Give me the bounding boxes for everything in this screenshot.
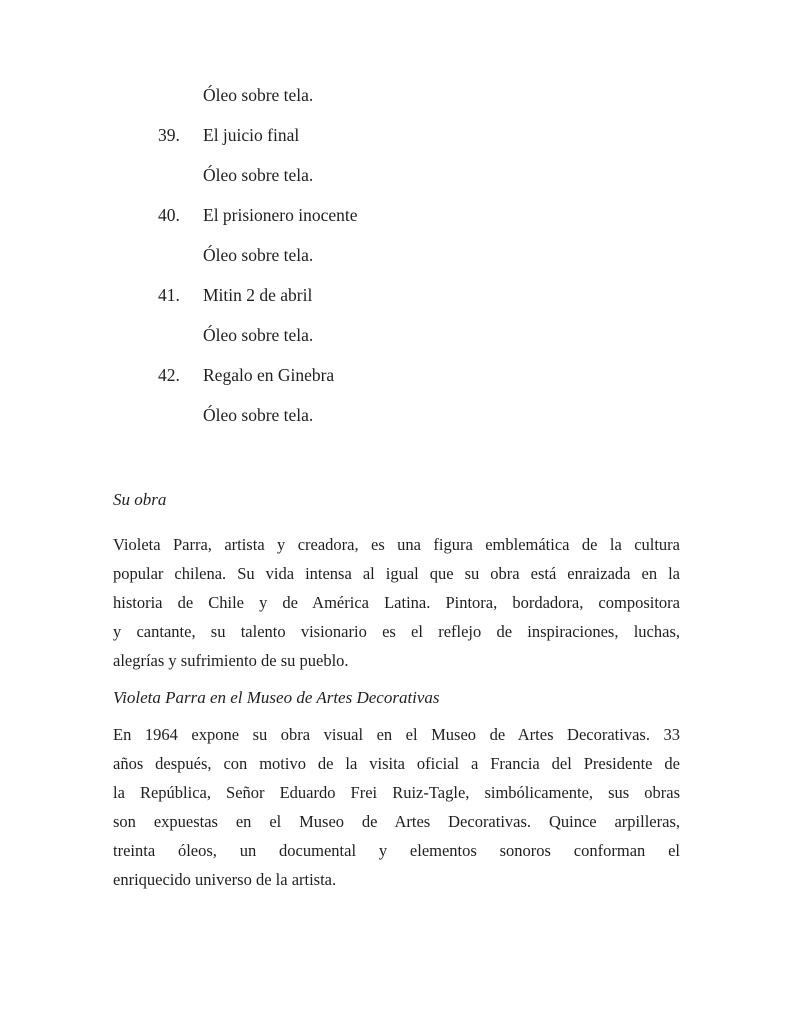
- artwork-title: Regalo en Ginebra: [203, 365, 335, 385]
- artwork-number: 41.: [158, 285, 180, 305]
- paragraph-line: la República, Señor Eduardo Frei Ruiz-Tagle, simbólicamente, sus obras: [113, 783, 680, 802]
- section-heading-museo: Violeta Parra en el Museo de Artes Decorativas: [113, 688, 440, 707]
- artwork-item: [113, 275, 680, 315]
- artwork-item: [113, 355, 680, 395]
- paragraph-line: enriquecido universo de la artista.: [113, 870, 337, 889]
- paragraph-su-obra: [113, 530, 680, 675]
- artwork-title: Mitin 2 de abril: [203, 285, 313, 305]
- paragraph-line: En 1964 expone su obra visual en el Museo de Artes Decorativas. 33: [113, 725, 680, 744]
- paragraph-line: popular chilena. Su vida intensa al igual que su obra está enraizada en la: [113, 564, 680, 583]
- artwork-medium: Óleo sobre tela.: [203, 325, 314, 345]
- paragraph-line: son expuestas en el Museo de Artes Decorativas. Quince arpilleras,: [113, 812, 680, 831]
- artwork-medium: Óleo sobre tela.: [203, 85, 314, 105]
- artwork-title: El prisionero inocente: [203, 205, 358, 225]
- artwork-number: 40.: [158, 205, 180, 225]
- artwork-item: [113, 115, 680, 155]
- artwork-medium: Óleo sobre tela.: [203, 245, 314, 265]
- paragraph-line: y cantante, su talento visionario es el reflejo de inspiraciones, luchas,: [113, 622, 680, 641]
- artwork-number: 42.: [158, 365, 180, 385]
- paragraph-line: Violeta Parra, artista y creadora, es una figura emblemática de la cultura: [113, 535, 680, 554]
- paragraph-line: alegrías y sufrimiento de su pueblo.: [113, 651, 349, 670]
- artwork-item: [113, 195, 680, 235]
- artwork-catalog: [113, 75, 680, 435]
- section-heading-su-obra: Su obra: [113, 490, 167, 509]
- artwork-title: El juicio final: [203, 125, 300, 145]
- artwork-number: 39.: [158, 125, 180, 145]
- artwork-medium: Óleo sobre tela.: [203, 165, 314, 185]
- paragraph-line: historia de Chile y de América Latina. Pintora, bordadora, compositora: [113, 593, 680, 612]
- paragraph-line: años después, con motivo de la visita oficial a Francia del Presidente de: [113, 754, 680, 773]
- paragraph-museo: [113, 720, 680, 894]
- paragraph-line: treinta óleos, un documental y elementos sonoros conforman el: [113, 841, 680, 860]
- artwork-medium: Óleo sobre tela.: [203, 405, 314, 425]
